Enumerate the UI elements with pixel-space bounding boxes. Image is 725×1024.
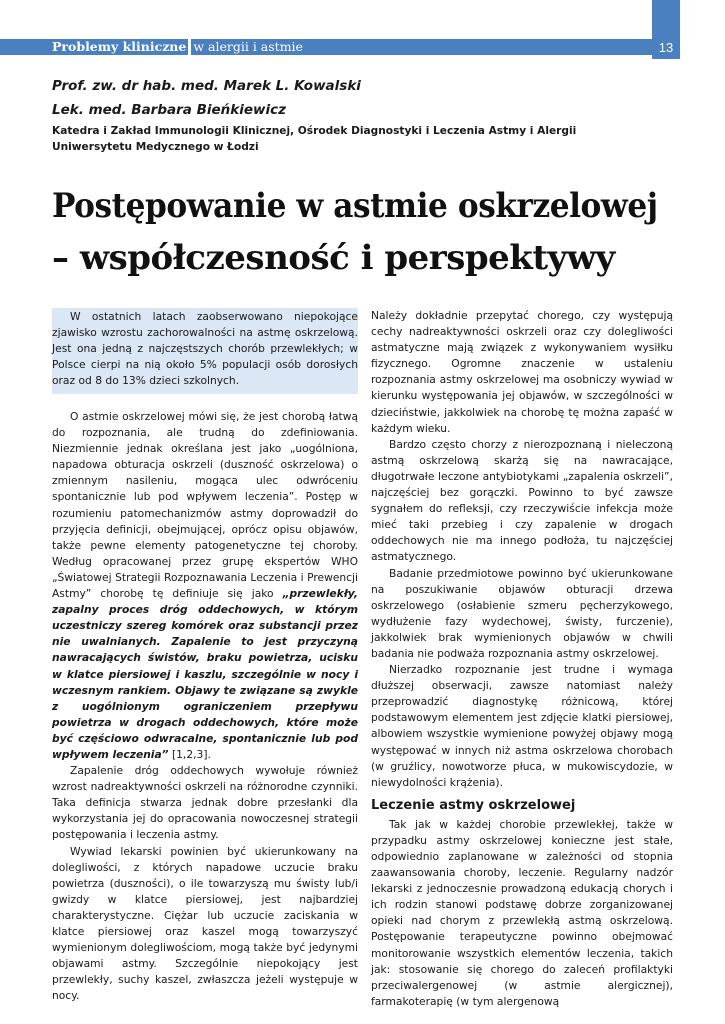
right-paragraph-3: Badanie przedmiotowe powinno być ukierunkowane na poszukiwanie objawów obturacji drzewa oskrzelowego (osłabienie szmeru pęcherzykowego, wydłużenie fazy wydechowej, świsty, furczenie), jakkolwiek brak wymienionych objawów w chwili badania nie podważa rozpoznania astmy oskrzelowej. — [371, 566, 673, 660]
journal-title-bold: Problemy kliniczne — [52, 39, 187, 54]
affiliation: Katedra i Zakład Immunologii Klinicznej, Ośrodek Diagnostyki i Leczenia Astmy i Alergii Uniwersytetu Medycznego w Łodzi — [52, 125, 577, 153]
definition-intro: O astmie oskrzelowej mówi się, że jest chorobą łatwą do rozpoznania, ale trudną do zdefiniowania. Niezmiennie jednak określana jest jako „uogólniona, napadowa obturacja oskrzeli (duszność oskrzelowa) o zmiennym nasileniu, mogąca ulec odwróceniu spontanicznie lub pod wpływem leczenia”. Postęp w rozumieniu patomechanizmów astmy doprowadził do przyjęcia definicji, obejmującej, oprócz opisu objawów, także pewne elementy patogenetyczne tej choroby. Według opracowanej przez grupę ekspertów WHO „Światowej Strategii Rozpoznawania Leczenia i Prewencji Astmy” chorobę tę definiuje się jako — [52, 410, 358, 601]
right-column — [371, 308, 673, 1010]
left-paragraph-2: Zapalenie dróg oddechowych wywołuje również wzrost nadreaktywności oskrzeli na różnorodne czynniki. Taka definicja stwarza jednak dobre przesłanki dla wykorzystania jej do opracowania nowoczesnej strategii postępowania i leczenia astmy. — [52, 764, 358, 842]
right-paragraph-1: Należy dokładnie przepytać chorego, czy występują cechy nadreaktywności oskrzeli oraz czy dolegliwości astmatyczne mają związek z wykonywaniem wysiłku fizycznego. Ogromne znaczenie w ustaleniu rozpoznania astmy oskrzelowej ma osobniczy wywiad w kierunku występowania jej objawów, w szczególności w dzieciństwie, jakkolwiek na chorobę tę można zapaść w każdym wieku. — [371, 309, 673, 435]
definition-refs: [1,2,3]. — [168, 747, 211, 761]
author-1: Prof. zw. dr hab. med. Marek L. Kowalski — [52, 78, 361, 94]
left-paragraph-1 — [52, 409, 358, 763]
journal-title-rest: w alergii i astmie — [193, 39, 303, 54]
lead-text — [52, 309, 358, 389]
definition-emphasis: „przewlekły, zapalny proces dróg oddechowych, w którym uczestniczy szereg komórek oraz substancji przez nie uwalnianych. Zapalenie to jest przyczyną nawracających świstów, braku powietrza, ucisku w klatce piersiowej i kaszlu, szczególnie w nocy i wczesnym rankiem. Objawy te związane są zwykle z uogólnionym ograniczeniem przepływu powietrza w drogach oddechowych, które może być częściowo odwracalne, spontanicznie lub pod wpływem leczenia” — [52, 587, 358, 761]
right-paragraph-5: Tak jak w każdej chorobie przewlekłej, także w przypadku astmy oskrzelowej konieczne jest stałe, odpowiednio zaplanowane w zależności od stopnia zaawansowania choroby, leczenie. Regularny nadzór lekarski z jednoczesnie prowadzoną edukacją chorych i ich rodzin stanowi podstawę dobrze zorganizowanej opieki nad chorym z przewlekłą astmą oskrzelową. Postępowanie terapeutyczne powinno obejmować monitorowanie wszystkich elementów leczenia, takich jak: stosowanie się chorego do zaleceń profilaktyki przeciwalergenowej (w astmie alergicznej), farmakoterapię (w tym alergenową — [371, 817, 673, 1008]
lead-paragraph: W ostatnich latach zaobserwowano niepokojące zjawisko wzrostu zachorowalności na astmę oskrzelową. Jest ona jedną z najczęstszych chorób przewlekłych; w Polsce cierpi na nią około 5% populacji osób dorosłych oraz od 8 do 13% dzieci szkolnych. — [52, 310, 358, 388]
page-number: 13 — [658, 40, 674, 55]
left-column — [52, 409, 358, 1004]
right-paragraph-4: Nierzadko rozpoznanie jest trudne i wymaga dłuższej obserwacji, zawsze natomiast należy przeprowadzić diagnostykę różnicową, której podstawowym elementem jest zdjęcie klatki piersiowej, albowiem wszystkie wymienione powyżej objawy mogą występować w innych niż astma oskrzelowa chorobach (w gruźlicy, nowotworze płuca, w mukowiscydozie, w niewydolności krążenia). — [371, 663, 673, 789]
right-paragraph-2: Bardzo często chorzy z nierozpoznaną i nieleczoną astmą oskrzelową skarżą się na nawracające, długotrwałe leczone antybiotykami „zapalenia oskrzeli”, najczęściej bez gorączki. Powinno to być zawsze sygnałem do refleksji, czy rzeczywiście infekcja może mieć taki przebieg i czy zapalenie w drogach oddechowych nie ma innego podłoża, tu najczęściej astmatycznego. — [371, 437, 673, 564]
article-title-line1: Postępowanie w astmie oskrzelowej — [52, 186, 658, 226]
author-2: Lek. med. Barbara Bieńkiewicz — [52, 102, 286, 118]
header-divider — [188, 39, 191, 55]
section-heading: Leczenie astmy oskrzelowej — [371, 797, 576, 813]
article-title-line2: – współczesność i perspektywy — [52, 238, 615, 278]
journal-title — [52, 39, 303, 55]
left-paragraph-3: Wywiad lekarski powinien być ukierunkowany na dolegliwości, z których napadowe uczucie braku powietrza (duszności), o ile towarzyszą mu świsty lub/i gwizdy w klatce piersiowej, jest najbardziej charakterystyczne. Ciężar lub uczucie zaciskania w klatce piersiowej oraz kaszel mogą towarzyszyć wymienionym dolegliwościom, mogą także być jedynymi objawami astmy. Szczególnie niepokojący jest przewlekły, suchy kaszel, zwłaszcza jeżeli występuje w nocy. — [52, 844, 358, 1003]
